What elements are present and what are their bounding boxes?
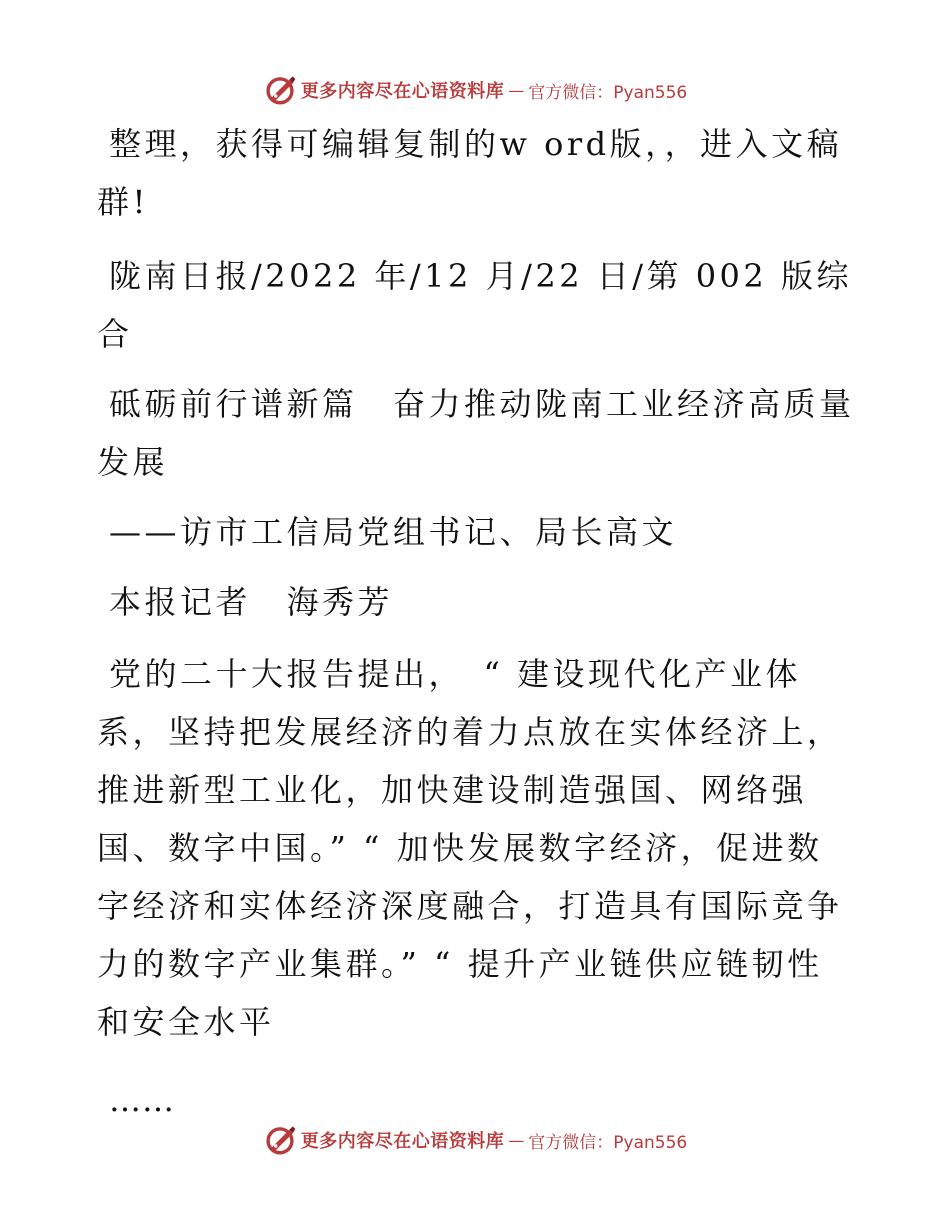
pen-logo-icon [263, 73, 297, 107]
header-watermark [0, 70, 950, 110]
footer-watermark [0, 1120, 950, 1160]
watermark-contact: 官方微信：Pyan556 [528, 82, 688, 103]
article-byline: 本报记者 海秀芳 [109, 583, 394, 621]
intro-paragraph: 整理，获得可编辑复制的w ord版，，进入文稿群! [97, 125, 843, 221]
article-subtitle: ——访市工信局党组书记、局长高文 [109, 513, 678, 551]
source-line: 陇南日报/2022 年/12 月/22 日/第 002 版综合 [97, 257, 852, 353]
watermark-separator: — [508, 1130, 525, 1150]
watermark-title: 更多内容尽在心语资料库 [300, 81, 505, 102]
pen-logo-icon [263, 1123, 297, 1157]
article-title: 砥砺前行谱新篇 奋力推动陇南工业经济高质量发展 [97, 385, 855, 481]
ellipsis-marker: …… [109, 1081, 175, 1119]
document-body [97, 115, 857, 1129]
watermark-title: 更多内容尽在心语资料库 [300, 1131, 505, 1152]
watermark-separator: — [508, 80, 525, 100]
watermark-contact: 官方微信：Pyan556 [528, 1132, 688, 1153]
body-paragraph: 党的二十大报告提出， “ 建设现代化产业体系，坚持把发展经济的着力点放在实体经济上，推进新型工业化，加快建设制造强国、网络强国、数字中国。” “ 加快发展数字经济，促进数字经济和实体经济深度融合，打造具有国际竞争力的数字产业集群。” “ 提升产业链供应链韧性和安全水平 [97, 655, 843, 1041]
